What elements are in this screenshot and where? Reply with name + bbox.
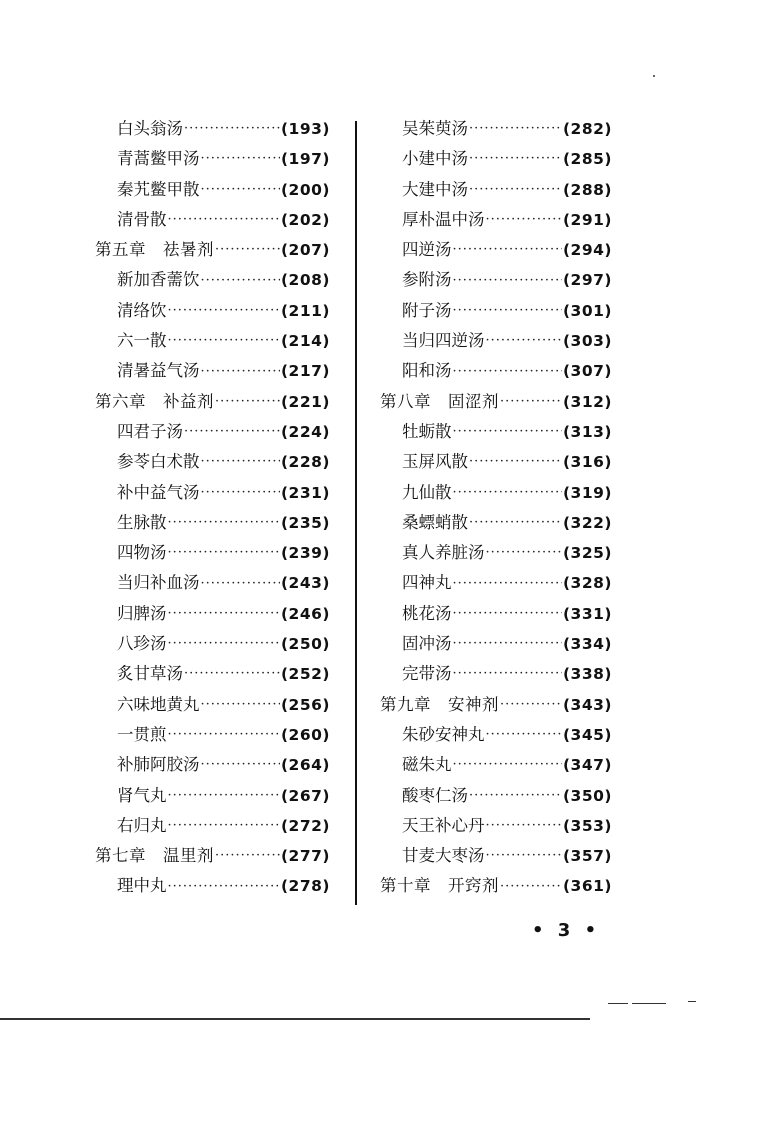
column-divider <box>355 121 357 905</box>
toc-leader-dots <box>469 781 562 811</box>
toc-entry-page: (303) <box>562 332 612 351</box>
toc-entry-title: 磁朱丸 <box>402 755 452 775</box>
toc-entry-page: (197) <box>280 150 330 169</box>
toc-entry-page: (193) <box>280 120 330 138</box>
toc-entry-page: (217) <box>280 362 330 381</box>
toc-leader-dots <box>486 205 562 235</box>
toc-entry-page: (278) <box>280 877 330 896</box>
toc-entry <box>380 841 612 871</box>
toc-entry-page: (313) <box>562 422 612 441</box>
toc-leader-dots <box>453 296 562 326</box>
toc-chapter-entry <box>380 871 612 901</box>
toc-entry-title: 白头翁汤 <box>117 119 183 138</box>
toc-entry <box>95 690 330 720</box>
toc-entry <box>95 629 330 659</box>
toc-entry <box>380 205 612 235</box>
toc-entry-title: 真人养脏汤 <box>402 543 485 563</box>
toc-entry-page: (316) <box>562 453 612 472</box>
toc-entry <box>380 750 612 780</box>
toc-leader-dots <box>453 569 562 599</box>
toc-leader-dots <box>469 175 562 205</box>
toc-entry-title: 桑螵蛸散 <box>402 512 468 532</box>
toc-entry-title: 六味地黄丸 <box>117 694 200 714</box>
toc-entry-title: 归脾汤 <box>117 603 167 623</box>
toc-leader-dots <box>486 720 562 750</box>
toc-entry-page: (211) <box>280 301 330 320</box>
toc-entry-title: 小建中汤 <box>402 149 468 169</box>
toc-entry-page: (288) <box>562 180 612 199</box>
toc-leader-dots <box>453 266 562 296</box>
toc-entry-page: (347) <box>562 756 612 775</box>
toc-entry <box>95 599 330 629</box>
scan-line-artifact <box>608 1003 628 1004</box>
toc-entry-page: (202) <box>280 210 330 229</box>
toc-entry-page: (312) <box>562 392 612 411</box>
toc-entry <box>380 720 612 750</box>
toc-entry-page: (328) <box>562 574 612 593</box>
toc-entry-title: 秦艽鳖甲散 <box>117 179 200 199</box>
toc-entry-page: (246) <box>280 604 330 623</box>
toc-leader-dots <box>168 811 280 841</box>
toc-leader-dots <box>469 144 562 174</box>
toc-entry <box>95 478 330 508</box>
scan-line-artifact <box>688 1001 696 1002</box>
toc-leader-dots <box>168 326 280 356</box>
toc-entry <box>380 538 612 568</box>
toc-leader-dots <box>201 478 280 508</box>
toc-left-column <box>95 114 330 902</box>
toc-entry-title: 完带汤 <box>402 664 452 684</box>
toc-leader-dots <box>215 235 280 265</box>
toc-entry-page: (267) <box>280 786 330 805</box>
toc-entry-page: (264) <box>280 756 330 775</box>
toc-entry-page: (322) <box>562 513 612 532</box>
toc-entry-title: 第九章 安神剂 <box>380 694 499 714</box>
toc-entry-title: 朱砂安神丸 <box>402 724 485 744</box>
toc-entry <box>380 175 612 205</box>
toc-entry <box>95 114 330 144</box>
toc-entry-title: 炙甘草汤 <box>117 664 183 684</box>
toc-entry-page: (235) <box>280 513 330 532</box>
toc-entry <box>95 568 330 598</box>
toc-entry-title: 第八章 固涩剂 <box>380 391 499 411</box>
toc-entry-page: (331) <box>562 604 612 623</box>
toc-leader-dots <box>168 296 280 326</box>
toc-leader-dots <box>168 508 280 538</box>
toc-entry-title: 四君子汤 <box>117 421 183 441</box>
toc-chapter-entry <box>95 387 330 417</box>
scan-line-artifact <box>632 1003 666 1004</box>
toc-entry-page: (361) <box>562 877 612 896</box>
toc-entry-title: 桃花汤 <box>402 603 452 623</box>
toc-entry <box>380 599 612 629</box>
toc-entry-page: (357) <box>562 847 612 866</box>
toc-entry-title: 清络饮 <box>117 300 167 320</box>
toc-leader-dots <box>201 175 280 205</box>
toc-leader-dots <box>486 326 562 356</box>
toc-leader-dots <box>500 387 562 417</box>
toc-leader-dots <box>201 569 280 599</box>
toc-leader-dots <box>453 478 562 508</box>
toc-leader-dots <box>184 417 280 447</box>
toc-chapter-entry <box>95 841 330 871</box>
toc-entry-page: (350) <box>562 786 612 805</box>
toc-entry-title: 补肺阿胶汤 <box>117 755 200 775</box>
toc-entry-page: (214) <box>280 332 330 351</box>
toc-entry-page: (256) <box>280 695 330 714</box>
toc-entry-title: 厚朴温中汤 <box>402 209 485 229</box>
toc-entry-title: 新加香薷饮 <box>117 270 200 290</box>
toc-entry-title: 附子汤 <box>402 300 452 320</box>
toc-entry-page: (243) <box>280 574 330 593</box>
toc-leader-dots <box>168 538 280 568</box>
toc-leader-dots <box>201 144 280 174</box>
toc-entry <box>95 447 330 477</box>
toc-entry-page: (228) <box>280 453 330 472</box>
toc-entry-page: (277) <box>280 847 330 866</box>
toc-leader-dots <box>453 750 562 780</box>
toc-entry <box>380 296 612 326</box>
toc-entry-page: (208) <box>280 271 330 290</box>
toc-entry <box>380 265 612 295</box>
toc-entry <box>380 114 612 144</box>
toc-leader-dots <box>215 387 280 417</box>
toc-entry-title: 八珍汤 <box>117 634 167 654</box>
toc-leader-dots <box>168 720 280 750</box>
toc-entry-title: 六一散 <box>117 331 167 351</box>
toc-entry <box>380 811 612 841</box>
toc-leader-dots <box>469 508 562 538</box>
toc-entry-title: 参苓白术散 <box>117 452 200 472</box>
toc-leader-dots <box>453 417 562 447</box>
toc-entry <box>95 144 330 174</box>
toc-entry <box>380 508 612 538</box>
toc-entry <box>95 811 330 841</box>
toc-leader-dots <box>215 841 280 871</box>
toc-entry <box>380 144 612 174</box>
toc-entry-page: (319) <box>562 483 612 502</box>
toc-leader-dots <box>486 811 562 841</box>
toc-entry-title: 甘麦大枣汤 <box>402 846 485 866</box>
toc-entry-title: 当归四逆汤 <box>402 331 485 351</box>
toc-entry-title: 第十章 开窍剂 <box>380 876 499 896</box>
toc-entry-page: (282) <box>562 120 612 138</box>
toc-leader-dots <box>201 266 280 296</box>
toc-entry-title: 阳和汤 <box>402 361 452 381</box>
toc-leader-dots <box>168 629 280 659</box>
toc-entry-page: (252) <box>280 665 330 684</box>
toc-leader-dots <box>168 205 280 235</box>
toc-entry <box>380 417 612 447</box>
toc-entry <box>380 447 612 477</box>
toc-entry <box>380 326 612 356</box>
toc-entry-page: (224) <box>280 422 330 441</box>
toc-entry <box>380 235 612 265</box>
toc-leader-dots <box>469 447 562 477</box>
toc-entry <box>95 417 330 447</box>
toc-leader-dots <box>168 872 280 902</box>
toc-entry-page: (207) <box>280 241 330 260</box>
toc-entry-title: 当归补血汤 <box>117 573 200 593</box>
toc-entry <box>95 720 330 750</box>
toc-leader-dots <box>453 599 562 629</box>
toc-entry <box>95 175 330 205</box>
toc-leader-dots <box>500 690 562 720</box>
toc-entry <box>95 205 330 235</box>
toc-leader-dots <box>201 750 280 780</box>
toc-entry-title: 四物汤 <box>117 543 167 563</box>
toc-chapter-entry <box>380 387 612 417</box>
toc-entry <box>95 659 330 689</box>
toc-entry-title: 大建中汤 <box>402 179 468 199</box>
toc-leader-dots <box>469 114 562 144</box>
toc-entry-title: 生脉散 <box>117 512 167 532</box>
toc-entry-title: 青蒿鳖甲汤 <box>117 149 200 169</box>
toc-entry <box>95 326 330 356</box>
toc-entry-title: 四神丸 <box>402 573 452 593</box>
toc-entry-page: (343) <box>562 695 612 714</box>
toc-entry-title: 一贯煎 <box>117 724 167 744</box>
toc-entry <box>380 781 612 811</box>
toc-entry-title: 第七章 温里剂 <box>95 846 214 866</box>
toc-entry <box>95 356 330 386</box>
toc-leader-dots <box>168 781 280 811</box>
toc-entry-title: 玉屏风散 <box>402 452 468 472</box>
toc-entry-page: (291) <box>562 210 612 229</box>
toc-leader-dots <box>201 690 280 720</box>
toc-leader-dots <box>201 357 280 387</box>
toc-entry <box>380 629 612 659</box>
toc-right-column <box>380 114 612 902</box>
toc-entry-title: 清暑益气汤 <box>117 361 200 381</box>
toc-entry <box>380 568 612 598</box>
toc-entry-page: (239) <box>280 544 330 563</box>
toc-entry-title: 第六章 补益剂 <box>95 391 214 411</box>
toc-entry-title: 清骨散 <box>117 209 167 229</box>
toc-entry-title: 固冲汤 <box>402 634 452 654</box>
toc-entry <box>95 781 330 811</box>
toc-entry-page: (325) <box>562 544 612 563</box>
toc-leader-dots <box>453 357 562 387</box>
page-number: • 3 • <box>532 920 601 941</box>
toc-entry <box>380 478 612 508</box>
toc-leader-dots <box>453 659 562 689</box>
toc-entry-page: (353) <box>562 816 612 835</box>
toc-entry-page: (345) <box>562 725 612 744</box>
toc-entry-page: (297) <box>562 271 612 290</box>
toc-leader-dots <box>201 447 280 477</box>
scan-dot-artifact <box>653 75 655 77</box>
toc-entry <box>95 538 330 568</box>
toc-entry-title: 参附汤 <box>402 270 452 290</box>
toc-entry <box>95 508 330 538</box>
toc-leader-dots <box>453 629 562 659</box>
toc-entry-page: (221) <box>280 392 330 411</box>
toc-entry-page: (307) <box>562 362 612 381</box>
toc-entry-title: 牡蛎散 <box>402 421 452 441</box>
toc-entry-page: (285) <box>562 150 612 169</box>
toc-entry-title: 酸枣仁汤 <box>402 785 468 805</box>
toc-leader-dots <box>486 538 562 568</box>
toc-leader-dots <box>500 872 562 902</box>
toc-entry-title: 理中丸 <box>117 876 167 896</box>
toc-leader-dots <box>168 599 280 629</box>
toc-leader-dots <box>486 841 562 871</box>
toc-entry-page: (338) <box>562 665 612 684</box>
toc-entry <box>380 659 612 689</box>
toc-entry-page: (334) <box>562 635 612 654</box>
toc-entry <box>95 296 330 326</box>
toc-leader-dots <box>453 235 562 265</box>
scan-line-artifact <box>0 1018 590 1020</box>
toc-entry-title: 吴茱萸汤 <box>402 119 468 138</box>
toc-entry-title: 天王补心丹 <box>402 815 485 835</box>
toc-entry-page: (250) <box>280 635 330 654</box>
toc-entry <box>95 265 330 295</box>
toc-entry-title: 补中益气汤 <box>117 482 200 502</box>
toc-entry-title: 第五章 祛暑剂 <box>95 240 214 260</box>
toc-entry <box>95 871 330 901</box>
toc-entry-page: (260) <box>280 725 330 744</box>
toc-entry-page: (231) <box>280 483 330 502</box>
toc-chapter-entry <box>95 235 330 265</box>
toc-entry <box>380 356 612 386</box>
toc-entry-title: 右归丸 <box>117 815 167 835</box>
toc-entry-title: 肾气丸 <box>117 785 167 805</box>
toc-entry-title: 九仙散 <box>402 482 452 502</box>
toc-chapter-entry <box>380 690 612 720</box>
toc-entry-page: (272) <box>280 816 330 835</box>
toc-entry-title: 四逆汤 <box>402 240 452 260</box>
toc-entry <box>95 750 330 780</box>
toc-entry-page: (200) <box>280 180 330 199</box>
toc-leader-dots <box>184 659 280 689</box>
toc-entry-page: (294) <box>562 241 612 260</box>
toc-entry-page: (301) <box>562 301 612 320</box>
toc-leader-dots <box>184 114 280 144</box>
